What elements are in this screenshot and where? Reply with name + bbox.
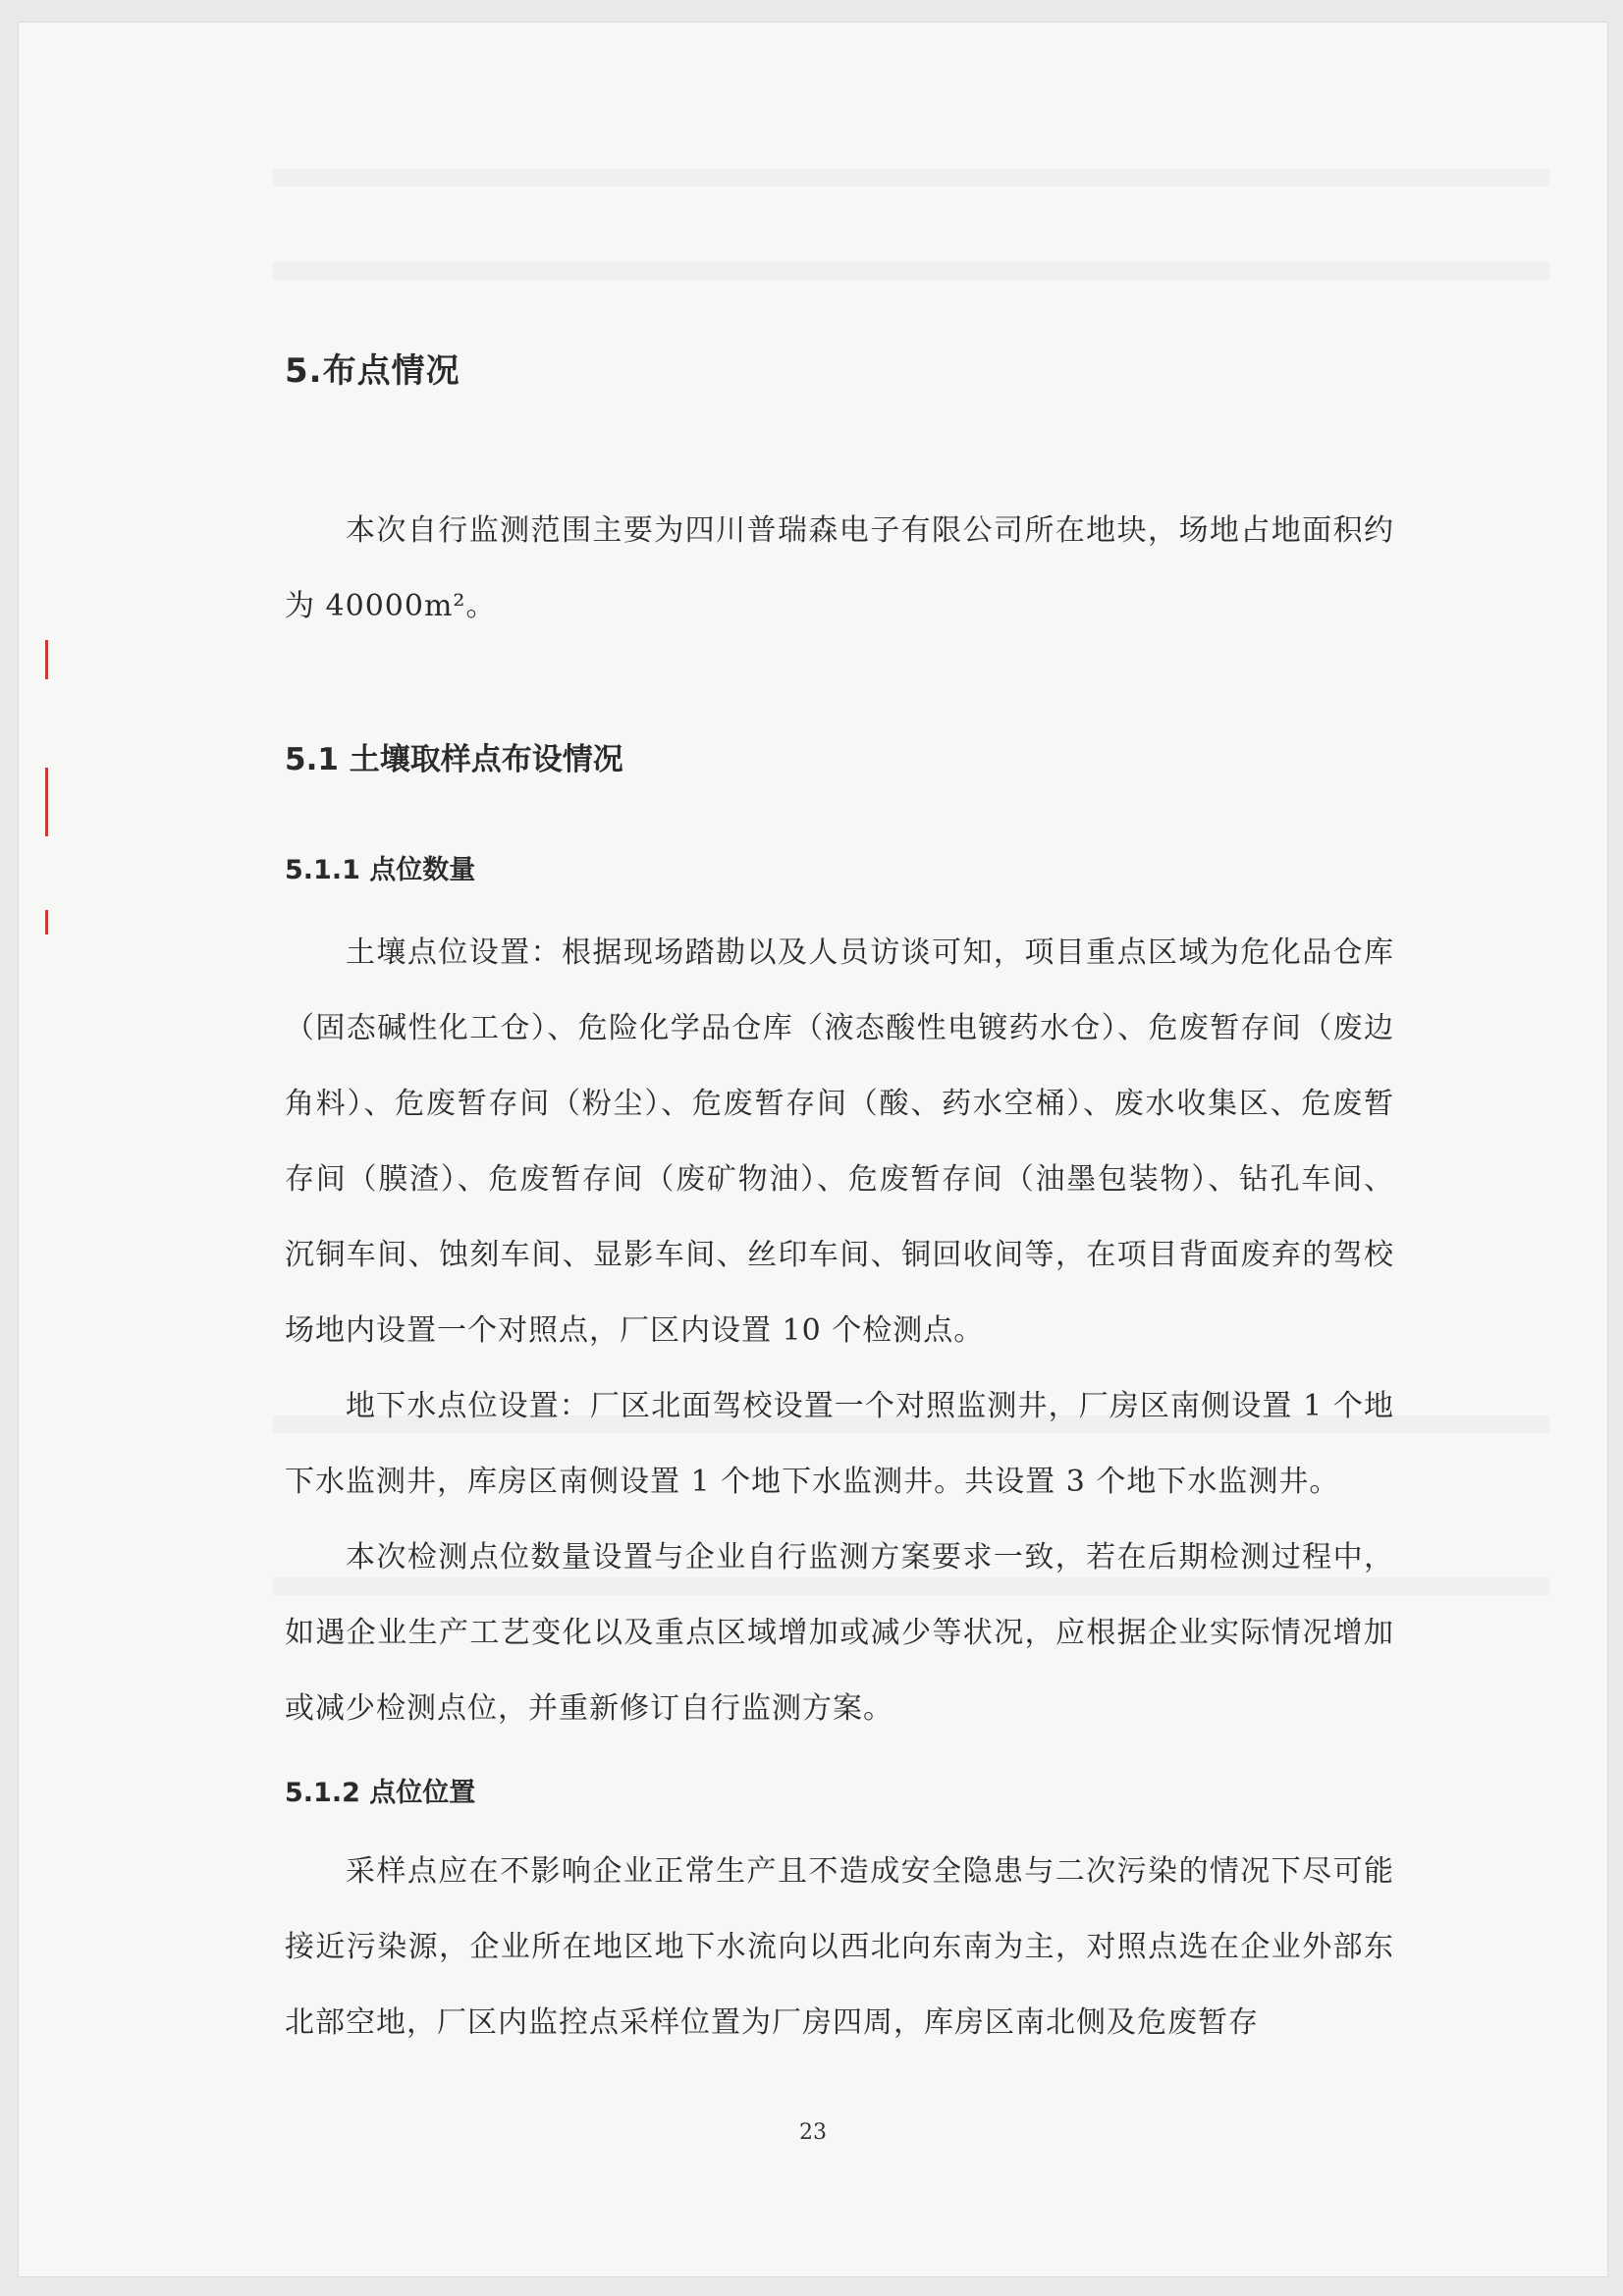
scan-bleed — [273, 169, 1549, 187]
margin-mark — [45, 910, 48, 934]
paragraph-consistency: 本次检测点位数量设置与企业自行监测方案要求一致，若在后期检测过程中， 如遇企业生产工艺变化以及重点区域增加或减少等状况，应根据企业实际情况增加或减少检测点位，并重新修订自行监测方案。 — [285, 1540, 1394, 1726]
page-number: 23 — [799, 2120, 827, 2145]
subsubsection-title-location: 5.1.2 点位位置 — [285, 1778, 476, 1808]
margin-mark — [45, 640, 48, 679]
subsection-title: 5.1 土壤取样点布设情况 — [285, 742, 623, 777]
intro-paragraph: 本次自行监测范围主要为四川普瑞森电子有限公司所在地块，场地占地面积约为 40000m²。 — [285, 513, 1394, 623]
paragraph-soil-points: 土壤点位设置：根据现场踏勘以及人员访谈可知，项目重点区域为危化品仓库（固态碱性化工仓）、危险化学品仓库（液态酸性电镀药水仓）、危废暂存间（废边角料）、危废暂存间（粉尘）、危废暂存间（酸、药水空桶）、废水收集区、危废暂存间（膜渣）、危废暂存间（废矿物油）、危废暂存间（油墨包装物）、钻孔车间、沉铜车间、蚀刻车间、显影车间、丝印车间、铜回收间等，在项目背面废弃的驾校场地内设置一个对照点，厂区内设置 10 个检测点。 — [285, 935, 1394, 1348]
section-title: 5.布点情况 — [285, 351, 460, 391]
scan-bleed — [273, 262, 1549, 280]
document-page — [18, 22, 1608, 2277]
paragraph-groundwater-points: 地下水点位设置：厂区北面驾校设置一个对照监测井，厂房区南侧设置 1 个地下水监测井，库房区南侧设置 1 个地下水监测井。共设置 3 个地下水监测井。 — [285, 1389, 1394, 1499]
subsubsection-title-quantity: 5.1.1 点位数量 — [285, 855, 476, 885]
paragraph-point-location: 采样点应在不影响企业正常生产且不造成安全隐患与二次污染的情况下尽可能接近污染源，企业所在地区地下水流向以西北向东南为主，对照点选在企业外部东北部空地，厂区内监控点采样位置为厂房四周，库房区南北侧及危废暂存 — [285, 1854, 1394, 2040]
margin-mark — [45, 768, 48, 836]
